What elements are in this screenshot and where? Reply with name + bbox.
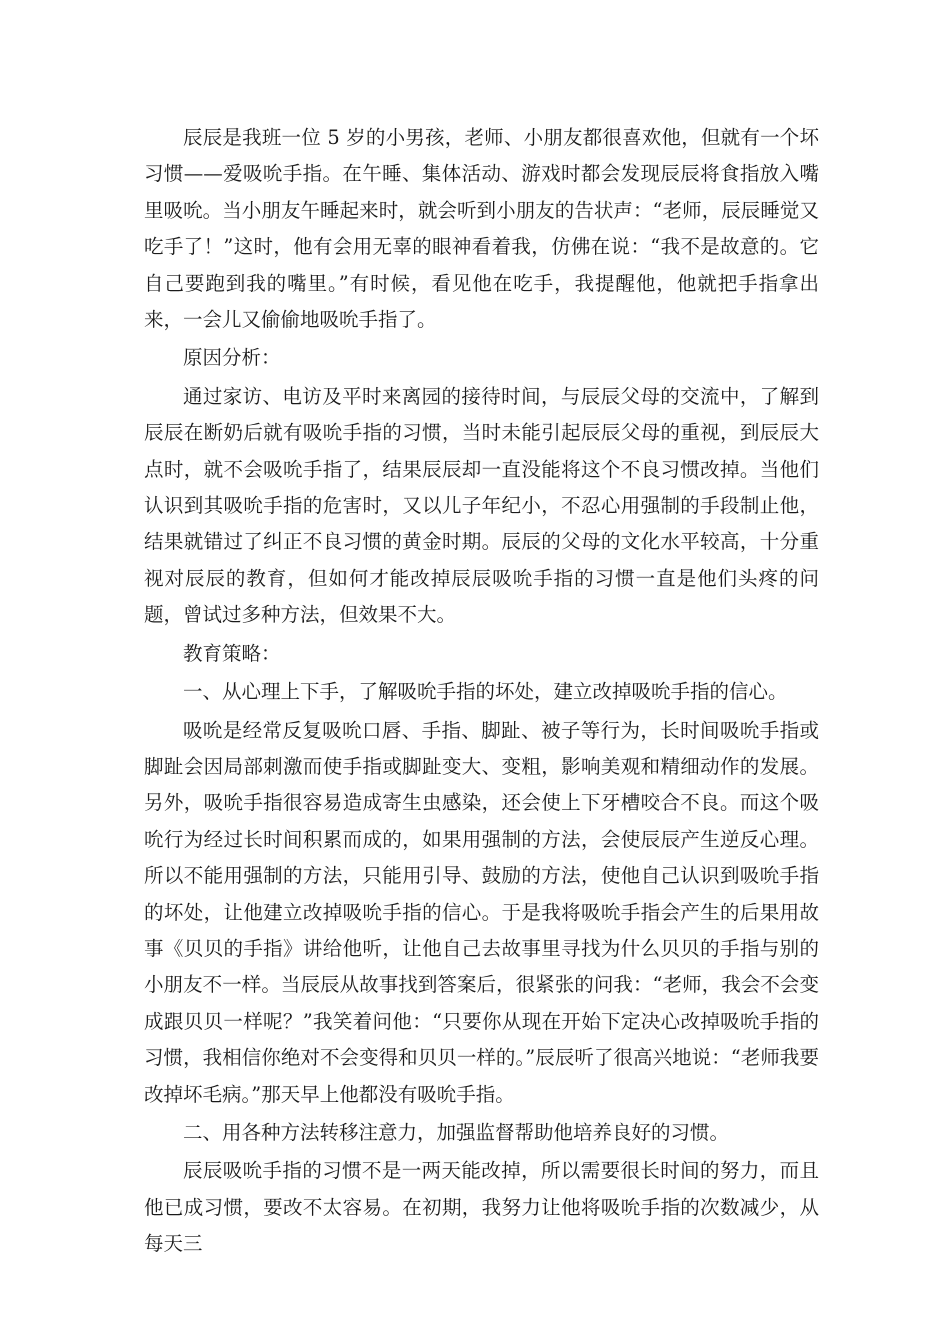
strategy-two-heading: 二、用各种方法转移注意力，加强监督帮助他培养良好的习惯。 [183,1120,730,1144]
paragraph-cause-analysis: 通过家访、电访及平时来离园的接待时间，与辰辰父母的交流中，了解到辰辰在断奶后就有吸吮手指的习惯，当时未能引起辰辰父母的重视，到辰辰大点时，就不会吸吮手指了，结果辰辰却一直没能将这个不良习惯改掉。当他们认识到其吸吮手指的危害时，又以儿子年纪小，不忍心用强制的手段制止他，结果就错过了纠正不良习惯的黄金时期。辰辰的父母的文化水平较高，十分重视对辰辰的教育，但如何才能改掉辰辰吸吮手指的习惯一直是他们头疼的问题，曾试过多种方法，但效果不大。 [144,384,819,627]
heading-education-strategy: 教育策略： [183,641,281,665]
paragraph-strategy-one: 吸吮是经常反复吸吮口唇、手指、脚趾、被子等行为，长时间吸吮手指或脚趾会因局部刺激而使手指或脚趾变大、变粗，影响美观和精细动作的发展。另外，吸吮手指很容易造成寄生虫感染，还会使上下牙槽咬合不良。而这个吸吮行为经过长时间积累而成的，如果用强制的方法，会使辰辰产生逆反心理。所以不能用强制的方法，只能用引导、鼓励的方法，使他自己认识到吸吮手指的坏处，让他建立改掉吸吮手指的信心。于是我将吸吮手指会产生的后果用故事《贝贝的手指》讲给他听，让他自己去故事里寻找为什么贝贝的手指与别的小朋友不一样。当辰辰从故事找到答案后，很紧张的问我：“老师，我会不会变成跟贝贝一样呢？”我笑着问他：“只要你从现在开始下定决心改掉吸吮手指的习惯，我相信你绝对不会变得和贝贝一样的。”辰辰听了很高兴地说：“老师我要改掉坏毛病。”那天早上他都没有吸吮手指。 [144,718,819,1106]
strategy-one-heading: 一、从心理上下手，了解吸吮手指的坏处，建立改掉吸吮手指的信心。 [183,680,788,704]
heading-cause-analysis: 原因分析： [183,346,281,370]
document-body [144,120,819,1265]
paragraph-strategy-two: 辰辰吸吮手指的习惯不是一两天能改掉，所以需要很长时间的努力，而且他已成习惯，要改不太容易。在初期，我努力让他将吸吮手指的次数减少，从每天三 [144,1159,819,1256]
paragraph-intro: 辰辰是我班一位 5 岁的小男孩，老师、小朋友都很喜欢他，但就有一个坏习惯——爱吸吮手指。在午睡、集体活动、游戏时都会发现辰辰将食指放入嘴里吸吮。当小朋友午睡起来时，就会听到小朋友的告状声：“老师，辰辰睡觉又吃手了！”这时，他有会用无辜的眼神看着我，仿佛在说：“我不是故意的。它自己要跑到我的嘴里。”有时候，看见他在吃手，我提醒他，他就把手指拿出来，一会儿又偷偷地吸吮手指了。 [144,126,819,332]
